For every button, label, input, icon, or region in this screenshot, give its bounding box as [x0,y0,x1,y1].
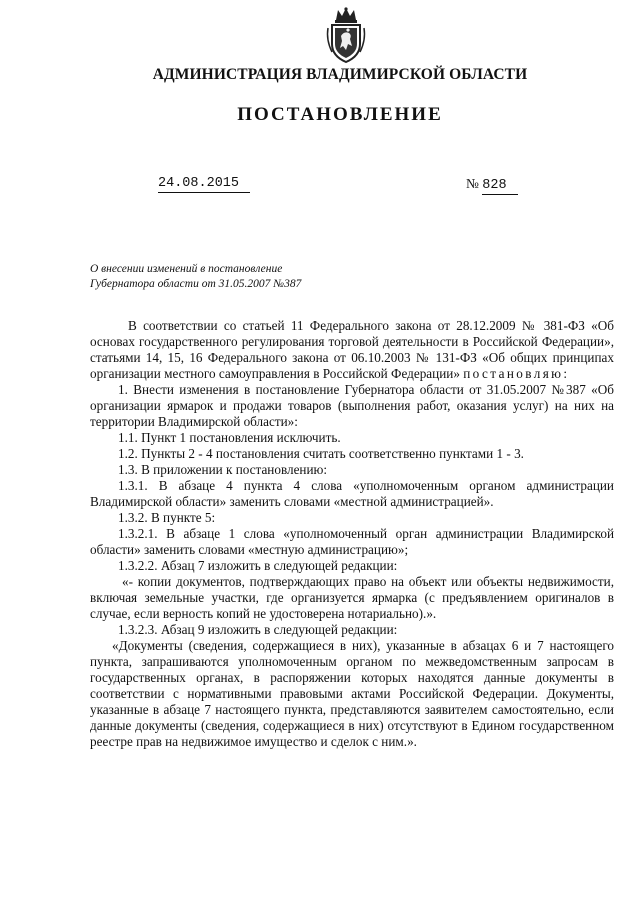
paragraph-1-3-2-2: 1.3.2.2. Абзац 7 изложить в следующей редакции: [118,558,398,573]
intro-text: В соответствии со статьей 11 Федерального закона от 28.12.2009 № 381-ФЗ «Об основах государственного регулирования торговой деятельности в Российской Федерации», статьями 14, 15, 16 Федерального закона от 06.10.2003 № 131-ФЗ «Об общих принципах организации местного самоуправления в Российской Федерации» [90,318,614,381]
subject-line-1: О внесении изменений в постановление [90,263,283,275]
document-type-title: ПОСТАНОВЛЕНИЕ [237,104,443,125]
coat-of-arms-icon [324,6,368,64]
paragraph-1-1: 1.1. Пункт 1 постановления исключить. [118,430,341,445]
resolves-word: постановляю: [463,366,570,381]
paragraph-1-2: 1.2. Пункты 2 - 4 постановления считать соответственно пунктами 1 - 3. [118,446,524,461]
document-body [90,318,614,750]
document-subject [90,262,301,292]
organization-title: АДМИНИСТРАЦИЯ ВЛАДИМИРСКОЙ ОБЛАСТИ [152,66,528,83]
paragraph-1-3-1: 1.3.1. В абзаце 4 пункта 4 слова «уполномоченным органом администрации Владимирской области» заменить словами «местной администрацией». [90,478,614,509]
paragraph-1: 1. Внести изменения в постановление Губернатора области от 31.05.2007 №387 «Об организации ярмарок и продажи товаров (выполнения работ, оказания услуг) на них на территории Владимирской области»: [90,382,614,429]
paragraph-1-3-2-1: 1.3.2.1. В абзаце 1 слова «уполномоченный орган администрации Владимирской области» заменить словами «местную администрацию»; [90,526,614,557]
document-date: 24.08.2015 [158,176,250,193]
number-sign: № [466,176,479,191]
subject-line-2: Губернатора области от 31.05.2007 №387 [90,278,302,290]
number-value: 828 [482,178,518,195]
quote-paragraph-1: «- копии документов, подтверждающих право на объект или объекты недвижимости, включая земельные участки, где организуется ярмарка (с предъявлением оригиналов в случае, если верность копий не удостоверена нотариально).». [90,574,614,621]
document-number [466,176,518,195]
intro-paragraph [90,318,614,382]
quote-paragraph-2: «Документы (сведения, содержащиеся в них), указанные в абзацах 6 и 7 настоящего пункта, запрашиваются уполномоченным органом по межведомственным запросам в государственных органах, в распоряжении которых находятся данные документы в соответствии с нормативными правовыми актами Российской Федерации. Документы, указанные в абзаце 7 настоящего пункта, представляются заявителем самостоятельно, если данные документы (сведения, содержащиеся в них) отсутствуют в Едином государственном реестре прав на недвижимое имущество и сделок с ним.». [90,638,614,749]
paragraph-1-3-2-3: 1.3.2.3. Абзац 9 изложить в следующей редакции: [118,622,398,637]
paragraph-1-3: 1.3. В приложении к постановлению: [118,462,328,477]
paragraph-1-3-2: 1.3.2. В пункте 5: [118,510,216,525]
